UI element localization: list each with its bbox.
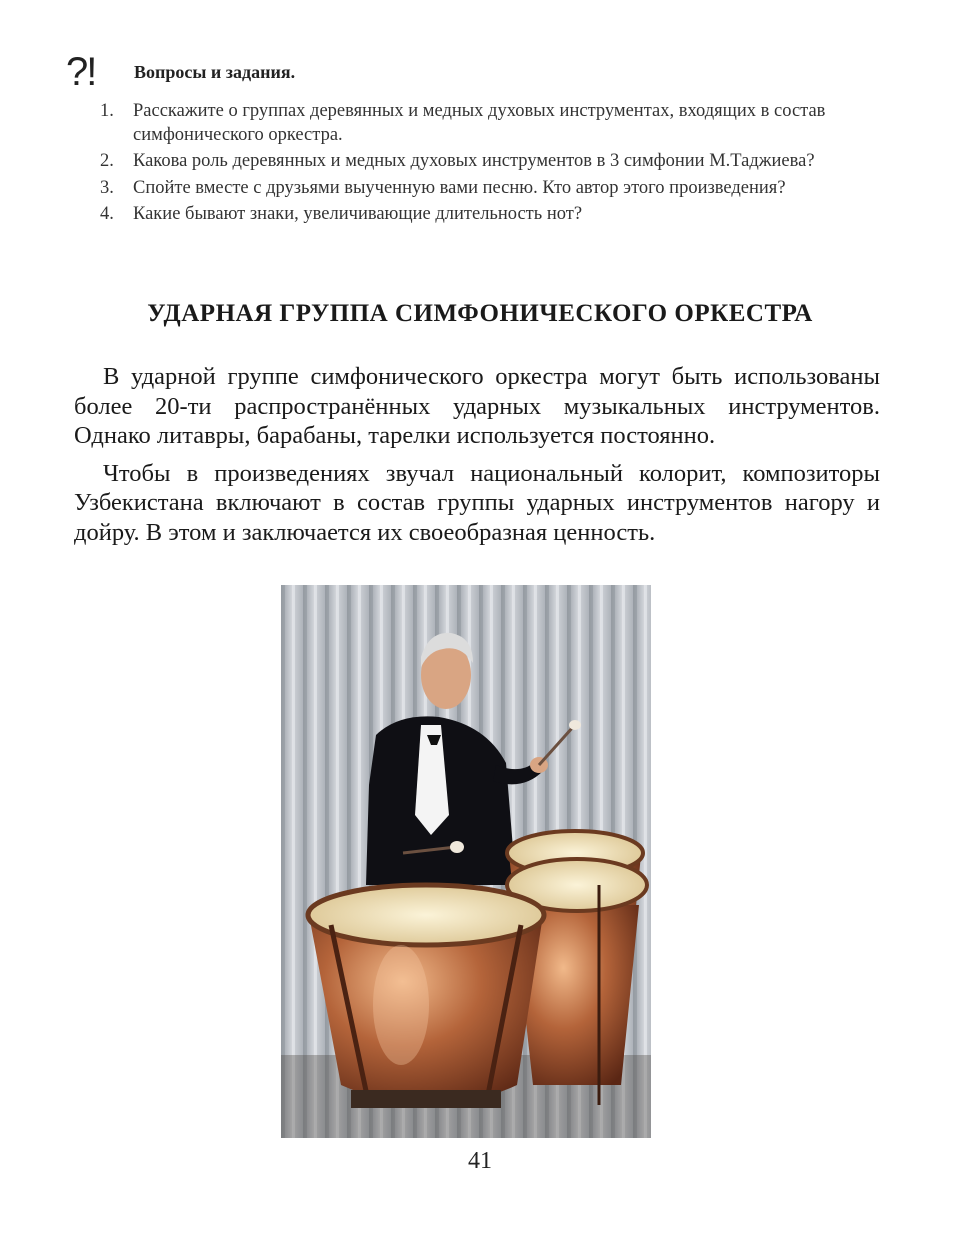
page-number: 41 <box>468 1148 492 1174</box>
questions-list <box>100 100 890 230</box>
section-body <box>74 362 880 555</box>
timpani-player-photo <box>281 585 651 1138</box>
question-item <box>100 177 890 201</box>
questions-title: Вопросы и задания. <box>134 62 296 82</box>
question-number: 3. <box>100 177 114 198</box>
question-item <box>100 100 890 147</box>
question-number: 1. <box>100 101 114 121</box>
body-paragraph: В ударной группе симфонического оркестра могут быть использованы более 20-ти распространённых ударных музыкальных инструментов. Однако литавры, барабаны, тарелки используется постоянно. <box>74 363 880 449</box>
question-exclamation-icon: ?! <box>66 50 96 94</box>
question-item <box>100 203 890 227</box>
question-text: Расскажите о группах деревянных и медных духовых инструментах, входящих в состав симфонического оркестра. <box>133 101 826 145</box>
question-text: Какие бывают знаки, увеличивающие длительность нот? <box>133 204 583 224</box>
body-paragraph: Чтобы в произведениях звучал национальный колорит, композиторы Узбекистана включают в состав группы ударных инструментов нагору и дойру. В этом и заключается их своеобразная ценность. <box>74 459 880 546</box>
question-number: 4. <box>100 204 114 224</box>
question-text: Какова роль деревянных и медных духовых инструментов в 3 симфонии М.Таджиева? <box>133 151 815 171</box>
section-heading: УДАРНАЯ ГРУППА СИМФОНИЧЕСКОГО ОРКЕСТРА <box>147 300 813 327</box>
question-item <box>100 150 890 174</box>
question-text: Спойте вместе с друзьями выученную вами песню. Кто автор этого произведения? <box>133 177 786 198</box>
question-number: 2. <box>100 151 114 171</box>
